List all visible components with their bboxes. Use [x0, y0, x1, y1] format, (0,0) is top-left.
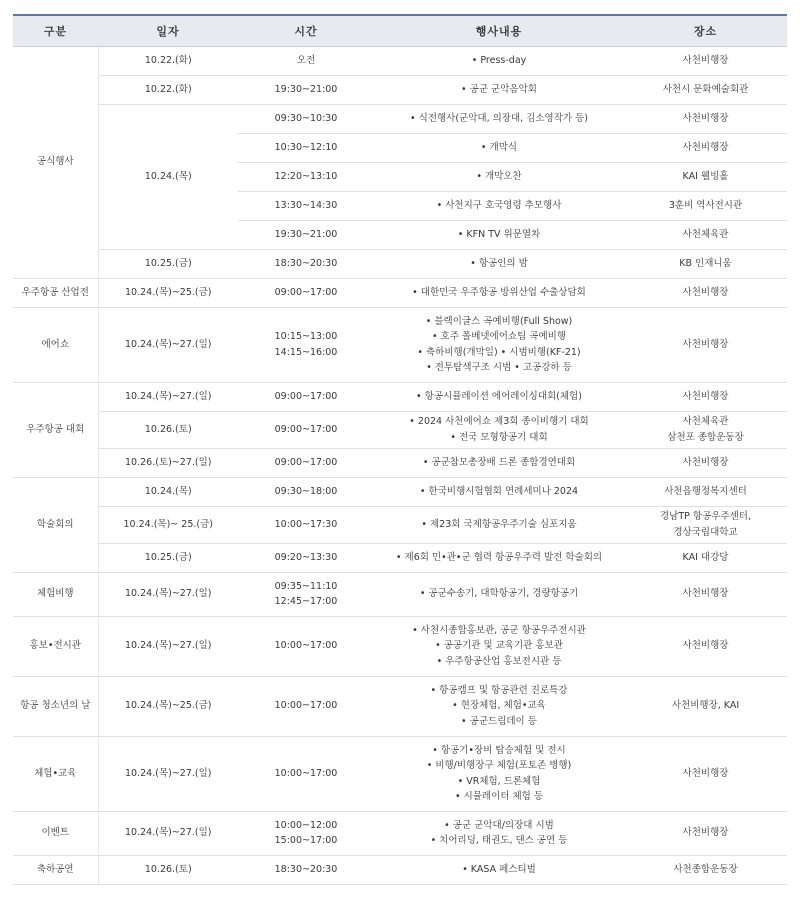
content-cell-line: • 비행/비행장구 체험(포토존 병행) — [426, 760, 572, 771]
time-cell-line: 09:30~10:30 — [274, 112, 338, 124]
date-cell: 10.24.(목)~27.(일) — [98, 307, 238, 382]
place-cell-line: 사천비행장 — [682, 390, 729, 402]
place-cell-line: 삼천포 종합운동장 — [667, 431, 744, 443]
content-cell — [374, 477, 624, 506]
time-cell — [238, 855, 374, 884]
time-cell-line: 13:30~14:30 — [274, 199, 338, 211]
place-cell — [624, 162, 787, 191]
time-cell — [238, 191, 374, 220]
place-cell — [624, 278, 787, 307]
time-cell — [238, 382, 374, 411]
time-cell — [238, 220, 374, 249]
place-cell — [624, 382, 787, 411]
table-row — [13, 249, 787, 278]
content-cell-line: • 항공기•장비 탑승체험 및 전시 — [432, 744, 566, 756]
place-cell-line: 사천비행장 — [682, 54, 729, 66]
content-cell-line: • 항공인의 밤 — [470, 257, 528, 269]
content-cell-line: • 공군 군악대/의장대 시범 — [444, 819, 554, 831]
content-cell — [374, 133, 624, 162]
time-cell — [238, 448, 374, 477]
content-cell-line: • 현장체험, 체험•교육 — [452, 700, 546, 712]
date-cell: 10.26.(토)~27.(일) — [98, 448, 238, 477]
content-cell-line: • 식전행사(군악대, 의장대, 김소영작가 등) — [410, 112, 588, 124]
date-cell: 10.25.(금) — [98, 543, 238, 572]
date-cell: 10.25.(금) — [98, 249, 238, 278]
time-cell-line: 19:30~21:00 — [274, 228, 338, 240]
date-cell: 10.24.(목)~ 25.(금) — [98, 506, 238, 543]
content-cell-line: • 사천시종합홍보관, 공군 항공우주전시관 — [412, 624, 586, 636]
date-cell: 10.22.(화) — [98, 75, 238, 104]
category-cell: 공식행사 — [13, 46, 98, 278]
time-cell-line: 15:00~17:00 — [274, 835, 338, 846]
content-cell — [374, 411, 624, 448]
content-cell-line: • 2024 사천에어쇼 제3회 종이비행기 대회 — [409, 416, 589, 427]
time-cell-line: 19:30~21:00 — [274, 83, 338, 95]
date-cell: 10.24.(목)~27.(일) — [98, 736, 238, 811]
category-cell: 학술회의 — [13, 477, 98, 572]
content-cell-line: • 전국 모형항공기 대회 — [450, 431, 548, 443]
place-cell-line: KAI 웰빙홀 — [682, 170, 729, 182]
time-cell — [238, 75, 374, 104]
time-cell — [238, 543, 374, 572]
time-cell-line: 18:30~20:30 — [274, 257, 338, 269]
place-cell — [624, 572, 787, 616]
content-cell — [374, 307, 624, 382]
time-cell — [238, 616, 374, 676]
date-cell: 10.26.(토) — [98, 411, 238, 448]
date-cell: 10.24.(목)~25.(금) — [98, 676, 238, 736]
content-cell — [374, 278, 624, 307]
table-row — [13, 278, 787, 307]
date-cell: 10.24.(목)~27.(일) — [98, 811, 238, 855]
time-cell — [238, 278, 374, 307]
table-row — [13, 572, 787, 616]
content-cell — [374, 46, 624, 75]
table-row — [13, 855, 787, 884]
category-cell: 항공 청소년의 날 — [13, 676, 98, 736]
category-cell: 체험비행 — [13, 572, 98, 616]
time-cell — [238, 411, 374, 448]
place-cell-line: 사천종합운동장 — [673, 863, 738, 875]
date-cell: 10.24.(목)~27.(일) — [98, 572, 238, 616]
time-cell-line: 09:30~18:00 — [274, 485, 338, 497]
time-cell — [238, 46, 374, 75]
content-cell — [374, 448, 624, 477]
content-cell — [374, 811, 624, 855]
content-cell-line: • VR체험, 드론체험 — [457, 775, 541, 787]
content-cell-line: • 사천지구 호국영령 추모행사 — [436, 199, 562, 211]
content-cell — [374, 616, 624, 676]
time-cell-line: 12:20~13:10 — [274, 170, 338, 182]
place-cell — [624, 811, 787, 855]
place-cell — [624, 855, 787, 884]
header-category: 구분 — [13, 15, 98, 46]
time-cell-line: 09:00~17:00 — [274, 456, 338, 468]
table-row — [13, 46, 787, 75]
content-cell-line: • 공공기관 및 교육기관 홍보관 — [435, 640, 563, 652]
place-cell-line: 사천체육관 — [682, 416, 729, 427]
place-cell — [624, 506, 787, 543]
place-cell — [624, 249, 787, 278]
content-cell-line: • 항공캠프 및 항공관련 진로특강 — [430, 684, 568, 696]
time-cell — [238, 307, 374, 382]
time-cell — [238, 104, 374, 133]
table-row — [13, 736, 787, 811]
time-cell-line: 10:00~12:00 — [274, 819, 338, 831]
place-cell-line: 경상국립대학교 — [673, 526, 738, 538]
time-cell-line: 12:45~17:00 — [274, 596, 338, 607]
time-cell — [238, 162, 374, 191]
content-cell — [374, 572, 624, 616]
place-cell — [624, 477, 787, 506]
place-cell — [624, 104, 787, 133]
place-cell — [624, 191, 787, 220]
place-cell — [624, 736, 787, 811]
time-cell-line: 09:00~17:00 — [274, 390, 338, 402]
table-row — [13, 676, 787, 736]
time-cell — [238, 736, 374, 811]
header-date: 일자 — [98, 15, 238, 46]
content-cell — [374, 855, 624, 884]
place-cell-line: 사천읍행정복지센터 — [664, 485, 747, 497]
time-cell-line: 09:20~13:30 — [274, 551, 338, 563]
table-row — [13, 811, 787, 855]
content-cell-line: • 호주 폴베넷에어쇼팀 곡예비행 — [432, 331, 566, 342]
date-cell: 10.26.(토) — [98, 855, 238, 884]
place-cell — [624, 220, 787, 249]
time-cell-line: 09:00~17:00 — [274, 286, 338, 298]
place-cell-line: 사천비행장 — [682, 767, 729, 779]
place-cell — [624, 46, 787, 75]
content-cell-line: • Press-day — [471, 54, 527, 66]
content-cell — [374, 249, 624, 278]
place-cell — [624, 543, 787, 572]
content-cell-line: • 시뮬레이터 체험 등 — [454, 791, 544, 802]
event-schedule-table — [13, 14, 787, 885]
content-cell-line: • 제6회 민•관•군 협력 항공우주력 발전 학술회의 — [395, 551, 603, 563]
place-cell — [624, 448, 787, 477]
header-content: 행사내용 — [374, 15, 624, 46]
category-cell: 우주항공 대회 — [13, 382, 98, 477]
time-cell-line: 18:30~20:30 — [274, 863, 338, 875]
content-cell-line: • 우주항공산업 홍보전시관 등 — [436, 655, 562, 667]
table-row — [13, 616, 787, 676]
time-cell — [238, 133, 374, 162]
time-cell-line: 10:00~17:00 — [274, 767, 338, 779]
table-row — [13, 477, 787, 506]
place-cell-line: 사천비행장, KAI — [671, 700, 740, 712]
category-cell: 우주항공 산업전 — [13, 278, 98, 307]
table-header-row — [13, 15, 787, 46]
table-row — [13, 411, 787, 448]
date-cell: 10.24.(목)~27.(일) — [98, 616, 238, 676]
content-cell-line: • 치어리딩, 태권도, 댄스 공연 등 — [430, 835, 568, 846]
place-cell-line: 사천비행장 — [682, 338, 729, 350]
content-cell-line: • 공군수송기, 대학항공기, 경량항공기 — [419, 588, 579, 600]
place-cell — [624, 411, 787, 448]
place-cell — [624, 676, 787, 736]
header-time: 시간 — [238, 15, 374, 46]
place-cell-line: 사천시 문화예술회관 — [662, 83, 749, 95]
place-cell — [624, 616, 787, 676]
date-cell: 10.24.(목) — [98, 104, 238, 249]
content-cell — [374, 220, 624, 249]
time-cell-line: 10:30~12:10 — [274, 141, 338, 153]
table-row — [13, 506, 787, 543]
time-cell — [238, 676, 374, 736]
header-place: 장소 — [624, 15, 787, 46]
date-cell: 10.22.(화) — [98, 46, 238, 75]
category-cell: 이벤트 — [13, 811, 98, 855]
time-cell-line: 10:00~17:00 — [274, 700, 338, 712]
content-cell-line: • 전투탐색구조 시범 • 고공강하 등 — [426, 362, 572, 373]
time-cell-line: 오전 — [296, 54, 316, 66]
place-cell — [624, 307, 787, 382]
time-cell — [238, 811, 374, 855]
place-cell-line: 사천비행장 — [682, 141, 729, 153]
date-cell: 10.24.(목)~25.(금) — [98, 278, 238, 307]
place-cell-line: 사천비행장 — [682, 456, 729, 468]
time-cell — [238, 572, 374, 616]
content-cell-line: • 개막오찬 — [476, 170, 522, 182]
content-cell-line: • 축하비행(개막일) • 시범비행(KF-21) — [417, 346, 581, 358]
content-cell — [374, 75, 624, 104]
content-cell-line: • 개막식 — [480, 141, 518, 153]
content-cell — [374, 736, 624, 811]
time-cell-line: 10:00~17:00 — [274, 640, 338, 652]
content-cell — [374, 506, 624, 543]
table-row — [13, 448, 787, 477]
content-cell-line: • 한국비행시험협회 연례세미나 2024 — [419, 485, 579, 497]
content-cell-line: • 제23회 국제항공우주기술 심포지움 — [421, 518, 577, 530]
place-cell — [624, 75, 787, 104]
table-row — [13, 543, 787, 572]
date-cell: 10.24.(목)~27.(일) — [98, 382, 238, 411]
place-cell-line: 사천비행장 — [682, 827, 729, 839]
table-row — [13, 382, 787, 411]
place-cell-line: KAI 대강당 — [682, 551, 729, 563]
table-row — [13, 75, 787, 104]
content-cell — [374, 543, 624, 572]
content-cell-line: • KASA 페스티벌 — [462, 863, 536, 875]
place-cell-line: 사천비행장 — [682, 640, 729, 652]
place-cell-line: KB 인재니움 — [679, 257, 732, 269]
place-cell-line: 사천비행장 — [682, 286, 729, 298]
content-cell-line: • 항공시뮬레이션 에어레이싱대회(체험) — [416, 390, 582, 402]
content-cell-line: • 블랙이글스 곡예비행(Full Show) — [425, 315, 573, 327]
table-row — [13, 307, 787, 382]
category-cell: 체험•교육 — [13, 736, 98, 811]
content-cell-line: • 공군드림데이 등 — [461, 715, 537, 727]
time-cell-line: 10:15~13:00 — [274, 331, 338, 342]
category-cell: 축하공연 — [13, 855, 98, 884]
place-cell-line: 사천체육관 — [682, 228, 729, 240]
table-body — [13, 46, 787, 884]
time-cell-line: 10:00~17:30 — [274, 518, 338, 530]
content-cell — [374, 676, 624, 736]
place-cell-line: 3훈비 역사전시관 — [668, 199, 743, 211]
category-cell: 홍보•전시관 — [13, 616, 98, 676]
content-cell — [374, 382, 624, 411]
time-cell-line: 09:00~17:00 — [274, 423, 338, 435]
place-cell — [624, 133, 787, 162]
place-cell-line: 사천비행장 — [682, 588, 729, 600]
date-cell: 10.24.(목) — [98, 477, 238, 506]
content-cell-line: • 공군 군악음악회 — [461, 83, 537, 95]
place-cell-line: 사천비행장 — [682, 112, 729, 124]
content-cell-line: • KFN TV 위문열차 — [457, 228, 541, 240]
time-cell — [238, 477, 374, 506]
place-cell-line: 경남TP 항공우주센터, — [660, 511, 751, 522]
content-cell — [374, 191, 624, 220]
content-cell — [374, 104, 624, 133]
content-cell-line: • 대한민국 우주항공 방위산업 수출상담회 — [412, 286, 586, 298]
category-cell: 에어쇼 — [13, 307, 98, 382]
time-cell — [238, 506, 374, 543]
table-row — [13, 104, 787, 133]
content-cell-line: • 공군참모총장배 드론 종합경연대회 — [422, 456, 576, 468]
time-cell — [238, 249, 374, 278]
time-cell-line: 14:15~16:00 — [274, 346, 338, 358]
time-cell-line: 09:35~11:10 — [274, 580, 338, 592]
content-cell — [374, 162, 624, 191]
